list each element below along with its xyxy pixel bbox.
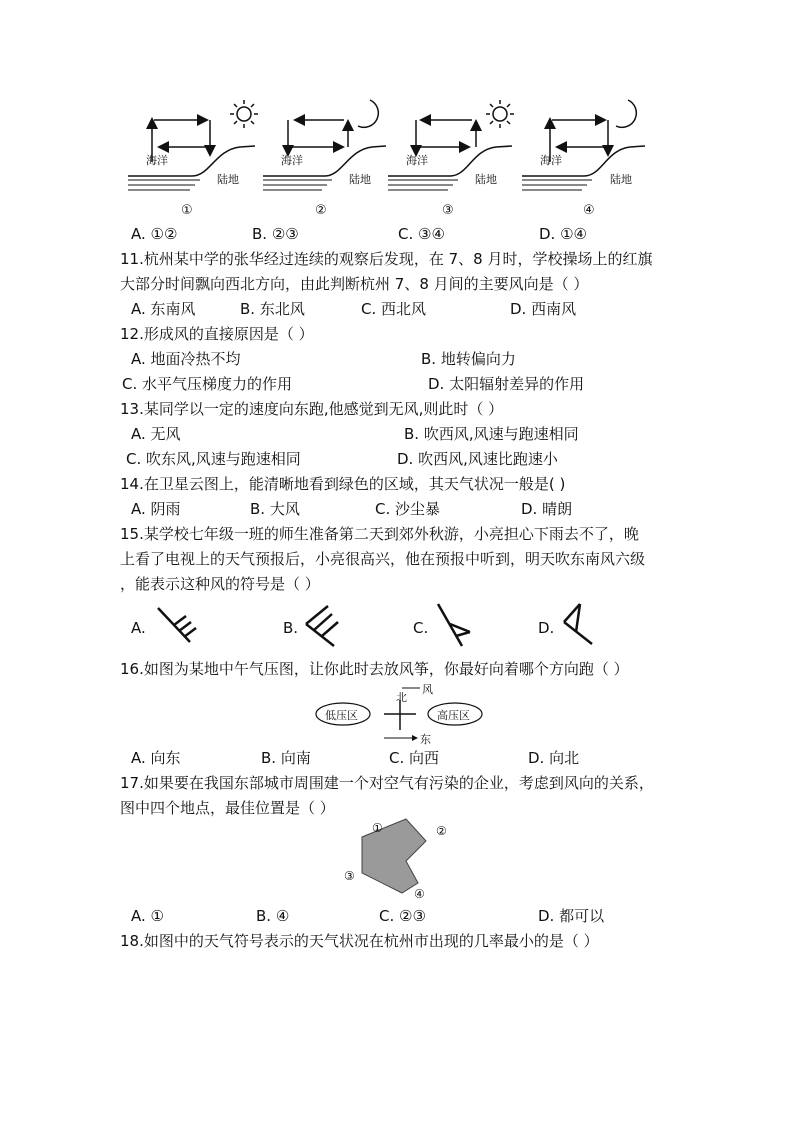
- q12-option-b[interactable]: B. 地转偏向力: [421, 350, 516, 368]
- sea-label-1: 海洋: [146, 154, 168, 167]
- q10-option-d[interactable]: D. ①④: [539, 225, 587, 243]
- q11-option-a[interactable]: A. 东南风: [131, 300, 196, 318]
- q15-option-b[interactable]: B.: [283, 619, 299, 637]
- q11-option-c[interactable]: C. 西北风: [361, 300, 427, 318]
- q11-stem-line2: 大部分时间飘向西北方向，由此判断杭州 7、8 月间的主要风向是（ ）: [120, 275, 589, 293]
- panel-number-1: ①: [181, 203, 193, 218]
- panel-number-2: ②: [315, 203, 327, 218]
- q13-stem: 13.某同学以一定的速度向东跑,他感觉到无风,则此时（ ）: [120, 400, 504, 418]
- q11-option-b[interactable]: B. 东北风: [240, 300, 305, 318]
- high-pressure-label: 高压区: [437, 709, 470, 722]
- q16-stem: 16.如图为某地中午气压图，让你此时去放风筝，你最好向着哪个方向跑（ ）: [120, 660, 629, 678]
- q11-stem-line1: 11.杭州某中学的张华经过连续的观察后发现，在 7、8 月时，学校操场上的红旗: [120, 250, 653, 268]
- point-1: ①: [372, 821, 383, 835]
- low-pressure-label: 低压区: [325, 709, 358, 722]
- land-label-3: 陆地: [475, 173, 497, 186]
- q17-stem-line2: 图中四个地点，最佳位置是（ ）: [120, 799, 335, 817]
- q16-option-c[interactable]: C. 向西: [389, 749, 440, 767]
- wind-symbol-d[interactable]: [558, 598, 602, 652]
- sun-icon: [486, 100, 514, 128]
- wind-label: 风: [422, 683, 433, 696]
- q17-option-a[interactable]: A. ①: [131, 907, 164, 925]
- q14-stem: 14.在卫星云图上，能清晰地看到绿色的区域，其天气状况一般是( ): [120, 475, 566, 493]
- q17-option-d[interactable]: D. 都可以: [538, 907, 605, 925]
- point-2: ②: [436, 824, 447, 838]
- q16-option-a[interactable]: A. 向东: [131, 749, 181, 767]
- sea-label-2: 海洋: [281, 154, 303, 167]
- q13-option-a[interactable]: A. 无风: [131, 425, 181, 443]
- sea-label-3: 海洋: [406, 154, 428, 167]
- q10-option-b[interactable]: B. ②③: [252, 225, 299, 243]
- q10-option-c[interactable]: C. ③④: [398, 225, 445, 243]
- q15-option-a[interactable]: A.: [131, 619, 146, 637]
- north-label: 北: [396, 691, 407, 704]
- sun-icon: [230, 100, 258, 128]
- q11-option-d[interactable]: D. 西南风: [510, 300, 577, 318]
- q15-stem-line2: 上看了电视上的天气预报后，小亮很高兴，他在预报中听到，明天吹东南风六级: [120, 550, 646, 568]
- wind-symbol-a[interactable]: [150, 602, 200, 650]
- land-label-1: 陆地: [217, 173, 239, 186]
- q13-option-b[interactable]: B. 吹西风,风速与跑速相同: [404, 425, 579, 443]
- q14-option-d[interactable]: D. 晴朗: [521, 500, 573, 518]
- q15-stem-line3: ，能表示这种风的符号是（ ）: [120, 575, 320, 593]
- point-4: ④: [414, 887, 425, 901]
- sea-label-4: 海洋: [540, 154, 562, 167]
- q17-stem-line1: 17.如果要在我国东部城市周围建一个对空气有污染的企业，考虑到风向的关系，: [120, 774, 654, 792]
- q18-stem: 18.如图中的天气符号表示的天气状况在杭州市出现的几率最小的是（ ）: [120, 932, 599, 950]
- panel-number-4: ④: [583, 203, 595, 218]
- q14-option-c[interactable]: C. 沙尘暴: [375, 500, 441, 518]
- wind-symbol-c[interactable]: [432, 598, 476, 652]
- wind-symbol-b[interactable]: [300, 600, 344, 650]
- land-label-4: 陆地: [610, 173, 632, 186]
- q17-option-b[interactable]: B. ④: [256, 907, 290, 925]
- q12-option-c[interactable]: C. 水平气压梯度力的作用: [122, 375, 293, 393]
- q15-option-c[interactable]: C.: [413, 619, 429, 637]
- land-label-2: 陆地: [349, 173, 371, 186]
- q12-option-a[interactable]: A. 地面冷热不均: [131, 350, 241, 368]
- q16-option-b[interactable]: B. 向南: [261, 749, 311, 767]
- q12-option-d[interactable]: D. 太阳辐射差异的作用: [428, 375, 585, 393]
- panel-number-3: ③: [442, 203, 454, 218]
- q15-stem-line1: 15.某学校七年级一班的师生准备第二天到郊外秋游，小亮担心下雨去不了，晚: [120, 525, 639, 543]
- q14-option-a[interactable]: A. 阴雨: [131, 500, 181, 518]
- east-label: 东: [420, 733, 431, 746]
- q12-stem: 12.形成风的直接原因是（ ）: [120, 325, 314, 343]
- moon-icon: [616, 100, 636, 127]
- q14-option-b[interactable]: B. 大风: [250, 500, 300, 518]
- q16-option-d[interactable]: D. 向北: [528, 749, 580, 767]
- q17-option-c[interactable]: C. ②③: [379, 907, 426, 925]
- q13-option-d[interactable]: D. 吹西风,风速比跑速小: [397, 450, 558, 468]
- q10-option-a[interactable]: A. ①②: [131, 225, 178, 243]
- sea-land-breeze-figure: [120, 92, 680, 222]
- point-3: ③: [344, 869, 355, 883]
- q13-option-c[interactable]: C. 吹东风,风速与跑速相同: [126, 450, 301, 468]
- q15-option-d[interactable]: D.: [538, 619, 555, 637]
- moon-icon: [358, 100, 378, 127]
